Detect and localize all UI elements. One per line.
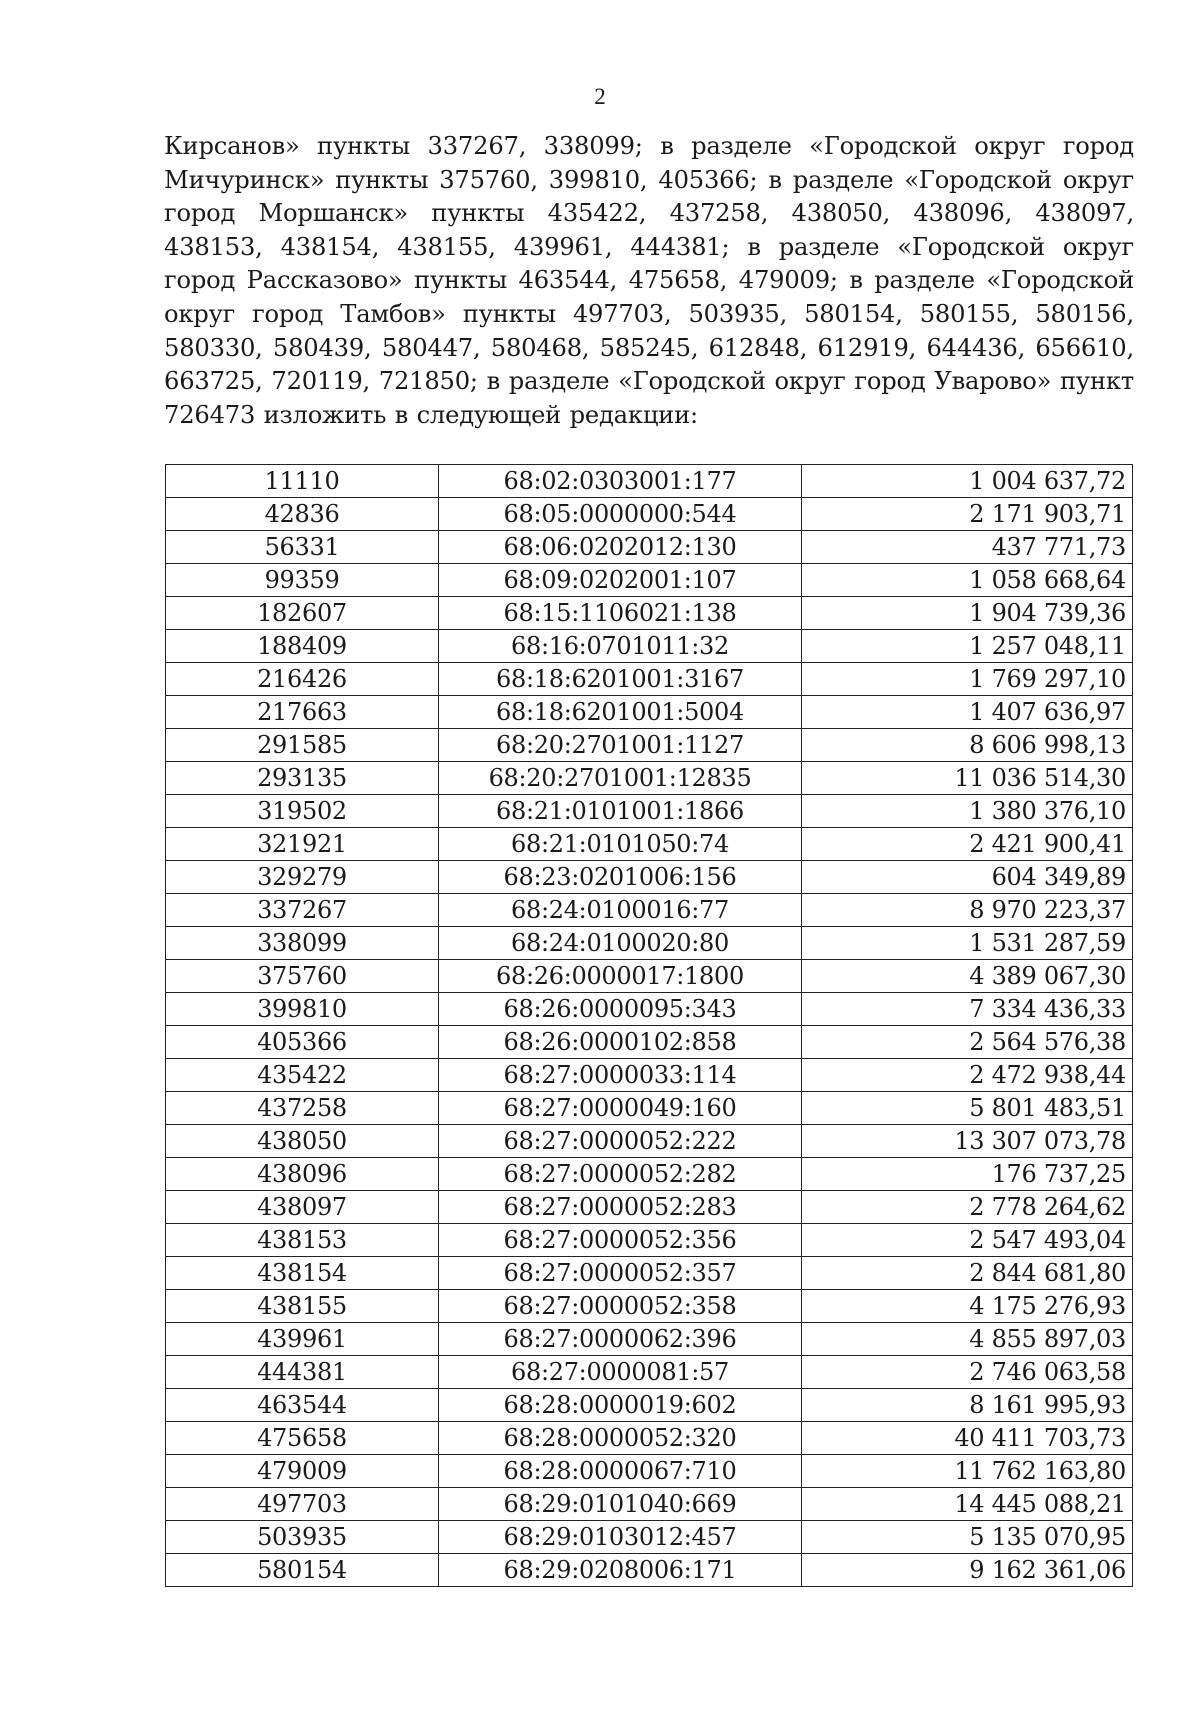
cadastral-value-cell: 11 762 163,80 <box>802 1455 1133 1488</box>
cadastral-number-cell: 68:09:0202001:107 <box>439 564 802 597</box>
cadastral-value-cell: 2 746 063,58 <box>802 1356 1133 1389</box>
item-number-cell: 438153 <box>166 1224 439 1257</box>
cadastral-number-cell: 68:20:2701001:12835 <box>439 762 802 795</box>
cadastral-value-cell: 1 004 637,72 <box>802 465 1133 498</box>
cadastral-value-cell: 1 531 287,59 <box>802 927 1133 960</box>
table-row <box>166 696 1133 729</box>
cadastral-number-cell: 68:20:2701001:1127 <box>439 729 802 762</box>
table-row <box>166 1554 1133 1587</box>
item-number-cell: 580154 <box>166 1554 439 1587</box>
table-row <box>166 894 1133 927</box>
cadastral-value-cell: 2 564 576,38 <box>802 1026 1133 1059</box>
table-row <box>166 1323 1133 1356</box>
table-row <box>166 1356 1133 1389</box>
cadastral-number-cell: 68:24:0100020:80 <box>439 927 802 960</box>
intro-text: Кирсанов» пункты 337267, 338099; в разделе «Городской округ город Мичуринск» пункты 375760, 399810, 405366; в разделе «Городской округ город Моршанск» пункты 435422, 437258, 438050, 438096, 438097, 438153, 438154, 438155, 439961, 444381; в разделе «Городской округ город Рассказово» пункты 463544, 475658, 479009; в разделе «Городской округ город Тамбов» пункты 497703, 503935, 580154, 580155, 580156, 580330, 580439, 580447, 580468, 585245, 612848, 612919, 644436, 656610, 663725, 720119, 721850; в разделе «Городской округ город Уварово» пункт 726473 изложить в следующей редакции: <box>164 132 1134 429</box>
item-number-cell: 319502 <box>166 795 439 828</box>
item-number-cell: 399810 <box>166 993 439 1026</box>
table-row <box>166 927 1133 960</box>
cadastral-number-cell: 68:23:0201006:156 <box>439 861 802 894</box>
cadastral-value-cell: 1 769 297,10 <box>802 663 1133 696</box>
cadastral-value-cell: 9 162 361,06 <box>802 1554 1133 1587</box>
cadastral-value-cell: 8 970 223,37 <box>802 894 1133 927</box>
cadastral-value-table <box>165 464 1133 1587</box>
item-number-cell: 479009 <box>166 1455 439 1488</box>
item-number-cell: 444381 <box>166 1356 439 1389</box>
cadastral-value-cell: 8 606 998,13 <box>802 729 1133 762</box>
cadastral-number-cell: 68:28:0000052:320 <box>439 1422 802 1455</box>
cadastral-number-cell: 68:27:0000033:114 <box>439 1059 802 1092</box>
cadastral-number-cell: 68:27:0000052:282 <box>439 1158 802 1191</box>
cadastral-value-cell: 4 855 897,03 <box>802 1323 1133 1356</box>
cadastral-number-cell: 68:21:0101001:1866 <box>439 795 802 828</box>
cadastral-number-cell: 68:27:0000052:222 <box>439 1125 802 1158</box>
table-row <box>166 861 1133 894</box>
cadastral-value-cell: 1 380 376,10 <box>802 795 1133 828</box>
cadastral-number-cell: 68:29:0103012:457 <box>439 1521 802 1554</box>
cadastral-number-cell: 68:27:0000049:160 <box>439 1092 802 1125</box>
table-row <box>166 762 1133 795</box>
table-row <box>166 1455 1133 1488</box>
item-number-cell: 321921 <box>166 828 439 861</box>
table-row <box>166 1389 1133 1422</box>
cadastral-value-cell: 13 307 073,78 <box>802 1125 1133 1158</box>
item-number-cell: 56331 <box>166 531 439 564</box>
item-number-cell: 329279 <box>166 861 439 894</box>
table-row <box>166 729 1133 762</box>
cadastral-value-cell: 2 844 681,80 <box>802 1257 1133 1290</box>
table-row <box>166 1488 1133 1521</box>
item-number-cell: 497703 <box>166 1488 439 1521</box>
table-row <box>166 531 1133 564</box>
cadastral-number-cell: 68:16:0701011:32 <box>439 630 802 663</box>
cadastral-value-cell: 2 171 903,71 <box>802 498 1133 531</box>
table-row <box>166 597 1133 630</box>
table-row <box>166 630 1133 663</box>
item-number-cell: 188409 <box>166 630 439 663</box>
intro-paragraph <box>164 130 1134 432</box>
item-number-cell: 375760 <box>166 960 439 993</box>
cadastral-value-cell: 4 175 276,93 <box>802 1290 1133 1323</box>
cadastral-value-cell: 7 334 436,33 <box>802 993 1133 1026</box>
item-number-cell: 463544 <box>166 1389 439 1422</box>
table-row <box>166 1191 1133 1224</box>
item-number-cell: 293135 <box>166 762 439 795</box>
item-number-cell: 11110 <box>166 465 439 498</box>
item-number-cell: 438097 <box>166 1191 439 1224</box>
cadastral-value-cell: 2 547 493,04 <box>802 1224 1133 1257</box>
table-row <box>166 960 1133 993</box>
table-body <box>166 465 1133 1587</box>
table-row <box>166 993 1133 1026</box>
cadastral-number-cell: 68:06:0202012:130 <box>439 531 802 564</box>
item-number-cell: 437258 <box>166 1092 439 1125</box>
cadastral-value-cell: 4 389 067,30 <box>802 960 1133 993</box>
cadastral-number-cell: 68:27:0000081:57 <box>439 1356 802 1389</box>
cadastral-value-cell: 2 778 264,62 <box>802 1191 1133 1224</box>
cadastral-value-cell: 40 411 703,73 <box>802 1422 1133 1455</box>
table-row <box>166 465 1133 498</box>
table-row <box>166 1026 1133 1059</box>
table-row <box>166 828 1133 861</box>
cadastral-number-cell: 68:28:0000067:710 <box>439 1455 802 1488</box>
cadastral-number-cell: 68:26:0000095:343 <box>439 993 802 1026</box>
item-number-cell: 42836 <box>166 498 439 531</box>
table-row <box>166 564 1133 597</box>
cadastral-number-cell: 68:27:0000052:357 <box>439 1257 802 1290</box>
cadastral-number-cell: 68:27:0000052:358 <box>439 1290 802 1323</box>
table-row <box>166 1092 1133 1125</box>
cadastral-number-cell: 68:27:0000062:396 <box>439 1323 802 1356</box>
table-row <box>166 663 1133 696</box>
cadastral-value-cell: 1 407 636,97 <box>802 696 1133 729</box>
item-number-cell: 438155 <box>166 1290 439 1323</box>
cadastral-number-cell: 68:21:0101050:74 <box>439 828 802 861</box>
item-number-cell: 338099 <box>166 927 439 960</box>
cadastral-value-cell: 1 904 739,36 <box>802 597 1133 630</box>
cadastral-number-cell: 68:26:0000102:858 <box>439 1026 802 1059</box>
item-number-cell: 99359 <box>166 564 439 597</box>
cadastral-number-cell: 68:29:0101040:669 <box>439 1488 802 1521</box>
item-number-cell: 503935 <box>166 1521 439 1554</box>
table-row <box>166 498 1133 531</box>
table-row <box>166 795 1133 828</box>
cadastral-value-cell: 14 445 088,21 <box>802 1488 1133 1521</box>
table-row <box>166 1521 1133 1554</box>
cadastral-value-cell: 604 349,89 <box>802 861 1133 894</box>
item-number-cell: 291585 <box>166 729 439 762</box>
table-row <box>166 1158 1133 1191</box>
item-number-cell: 217663 <box>166 696 439 729</box>
cadastral-value-cell: 176 737,25 <box>802 1158 1133 1191</box>
item-number-cell: 435422 <box>166 1059 439 1092</box>
item-number-cell: 438050 <box>166 1125 439 1158</box>
item-number-cell: 337267 <box>166 894 439 927</box>
cadastral-number-cell: 68:27:0000052:283 <box>439 1191 802 1224</box>
cadastral-value-cell: 1 058 668,64 <box>802 564 1133 597</box>
cadastral-number-cell: 68:18:6201001:5004 <box>439 696 802 729</box>
cadastral-number-cell: 68:18:6201001:3167 <box>439 663 802 696</box>
item-number-cell: 438096 <box>166 1158 439 1191</box>
table-row <box>166 1059 1133 1092</box>
cadastral-value-cell: 2 421 900,41 <box>802 828 1133 861</box>
cadastral-value-cell: 437 771,73 <box>802 531 1133 564</box>
item-number-cell: 475658 <box>166 1422 439 1455</box>
cadastral-value-cell: 11 036 514,30 <box>802 762 1133 795</box>
cadastral-number-cell: 68:28:0000019:602 <box>439 1389 802 1422</box>
cadastral-number-cell: 68:15:1106021:138 <box>439 597 802 630</box>
table-row <box>166 1224 1133 1257</box>
table-row <box>166 1422 1133 1455</box>
item-number-cell: 438154 <box>166 1257 439 1290</box>
cadastral-number-cell: 68:02:0303001:177 <box>439 465 802 498</box>
cadastral-value-cell: 5 135 070,95 <box>802 1521 1133 1554</box>
page-number: 2 <box>594 84 606 109</box>
cadastral-value-cell: 1 257 048,11 <box>802 630 1133 663</box>
cadastral-number-cell: 68:26:0000017:1800 <box>439 960 802 993</box>
table-row <box>166 1125 1133 1158</box>
cadastral-value-cell: 8 161 995,93 <box>802 1389 1133 1422</box>
cadastral-number-cell: 68:05:0000000:544 <box>439 498 802 531</box>
item-number-cell: 439961 <box>166 1323 439 1356</box>
cadastral-number-cell: 68:29:0208006:171 <box>439 1554 802 1587</box>
cadastral-number-cell: 68:24:0100016:77 <box>439 894 802 927</box>
cadastral-number-cell: 68:27:0000052:356 <box>439 1224 802 1257</box>
item-number-cell: 182607 <box>166 597 439 630</box>
cadastral-value-cell: 5 801 483,51 <box>802 1092 1133 1125</box>
item-number-cell: 216426 <box>166 663 439 696</box>
table-row <box>166 1257 1133 1290</box>
table-row <box>166 1290 1133 1323</box>
item-number-cell: 405366 <box>166 1026 439 1059</box>
cadastral-value-cell: 2 472 938,44 <box>802 1059 1133 1092</box>
